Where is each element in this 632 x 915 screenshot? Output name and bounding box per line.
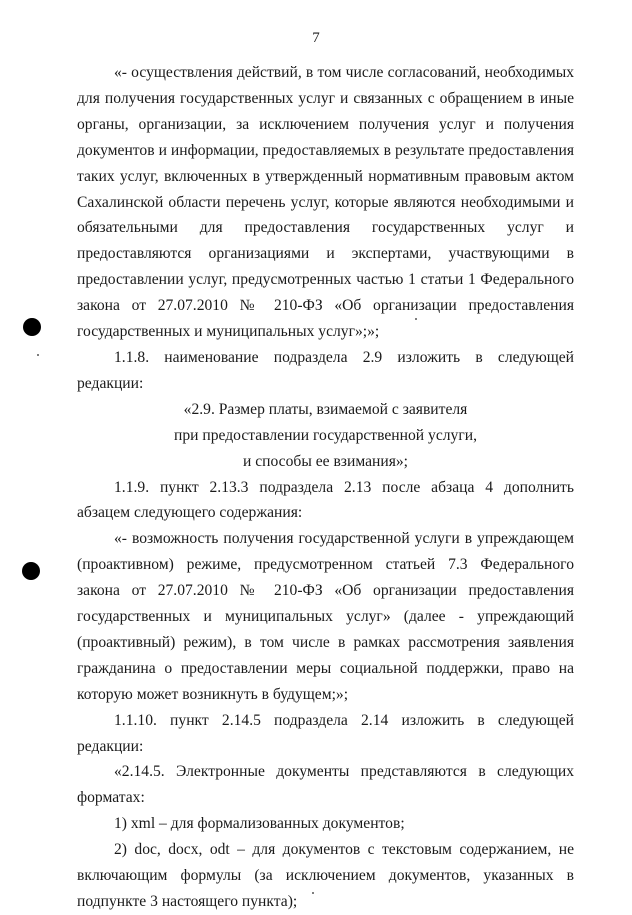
scan-speck: [37, 354, 39, 356]
list-item-doc-docx-odt: 2) doc, docx, odt – для документов с текстовым содержанием, не включающим формулы (за исключением документов, указанных в подпункте 3 настоящего пункта);: [77, 841, 574, 910]
punch-hole-icon: [22, 562, 40, 580]
scan-speck: [415, 318, 417, 320]
page-number: 7: [312, 30, 320, 46]
document-body: [77, 60, 574, 915]
section-2-9-title-line-1: «2.9. Размер платы, взимаемой с заявителя: [183, 400, 468, 418]
section-2-9-title-line-2: при предоставлении государственной услуги,: [174, 426, 477, 444]
paragraph-proactive-mode-quote: «- возможность получения государственной услуги в упреждающем (проактивном) режиме, предусмотренном статьей 7.3 Федерального закона от 27.07.2010 № 210-ФЗ «Об организации предоставления государственных и муниципальных услуг» (далее - упреждающий (проактивный) режим), в том числе в рамках рассмотрения заявления гражданина о предоставлении меры социальной поддержки, право на которую может возникнуть в будущем;»;: [77, 530, 574, 703]
paragraph-1-1-8: 1.1.8. наименование подраздела 2.9 изложить в следующей редакции:: [77, 348, 574, 392]
paragraph-services-list-quote: «- осуществления действий, в том числе согласований, необходимых для получения государственных услуг и связанных с обращением в иные органы, организации, за исключением получения услуг и получения документов и информации, предоставляемых в результате предоставления таких услуг, включенных в утвержденный нормативным правовым актом Сахалинской области перечень услуг, которые являются необходимыми и обязательными для предоставления государственных услуг и предоставляются организациями и экспертами, участвующими в предоставлении услуг, предусмотренных частью 1 статьи 1 Федерального закона от 27.07.2010 № 210-ФЗ «Об организации предоставления государственных и муниципальных услуг»;»;: [77, 64, 574, 341]
section-2-9-title-line-3: и способы ее взимания»;: [242, 452, 408, 470]
paragraph-1-1-9: 1.1.9. пункт 2.13.3 подраздела 2.13 после абзаца 4 дополнить абзацем следующего содержания:: [77, 478, 574, 522]
paragraph-2-14-5: «2.14.5. Электронные документы представляются в следующих форматах:: [77, 763, 574, 807]
punch-hole-icon: [23, 318, 41, 336]
scan-speck: [312, 892, 314, 894]
list-item-xml: 1) xml – для формализованных документов;: [114, 815, 405, 833]
paragraph-1-1-10: 1.1.10. пункт 2.14.5 подраздела 2.14 изложить в следующей редакции:: [77, 711, 574, 755]
